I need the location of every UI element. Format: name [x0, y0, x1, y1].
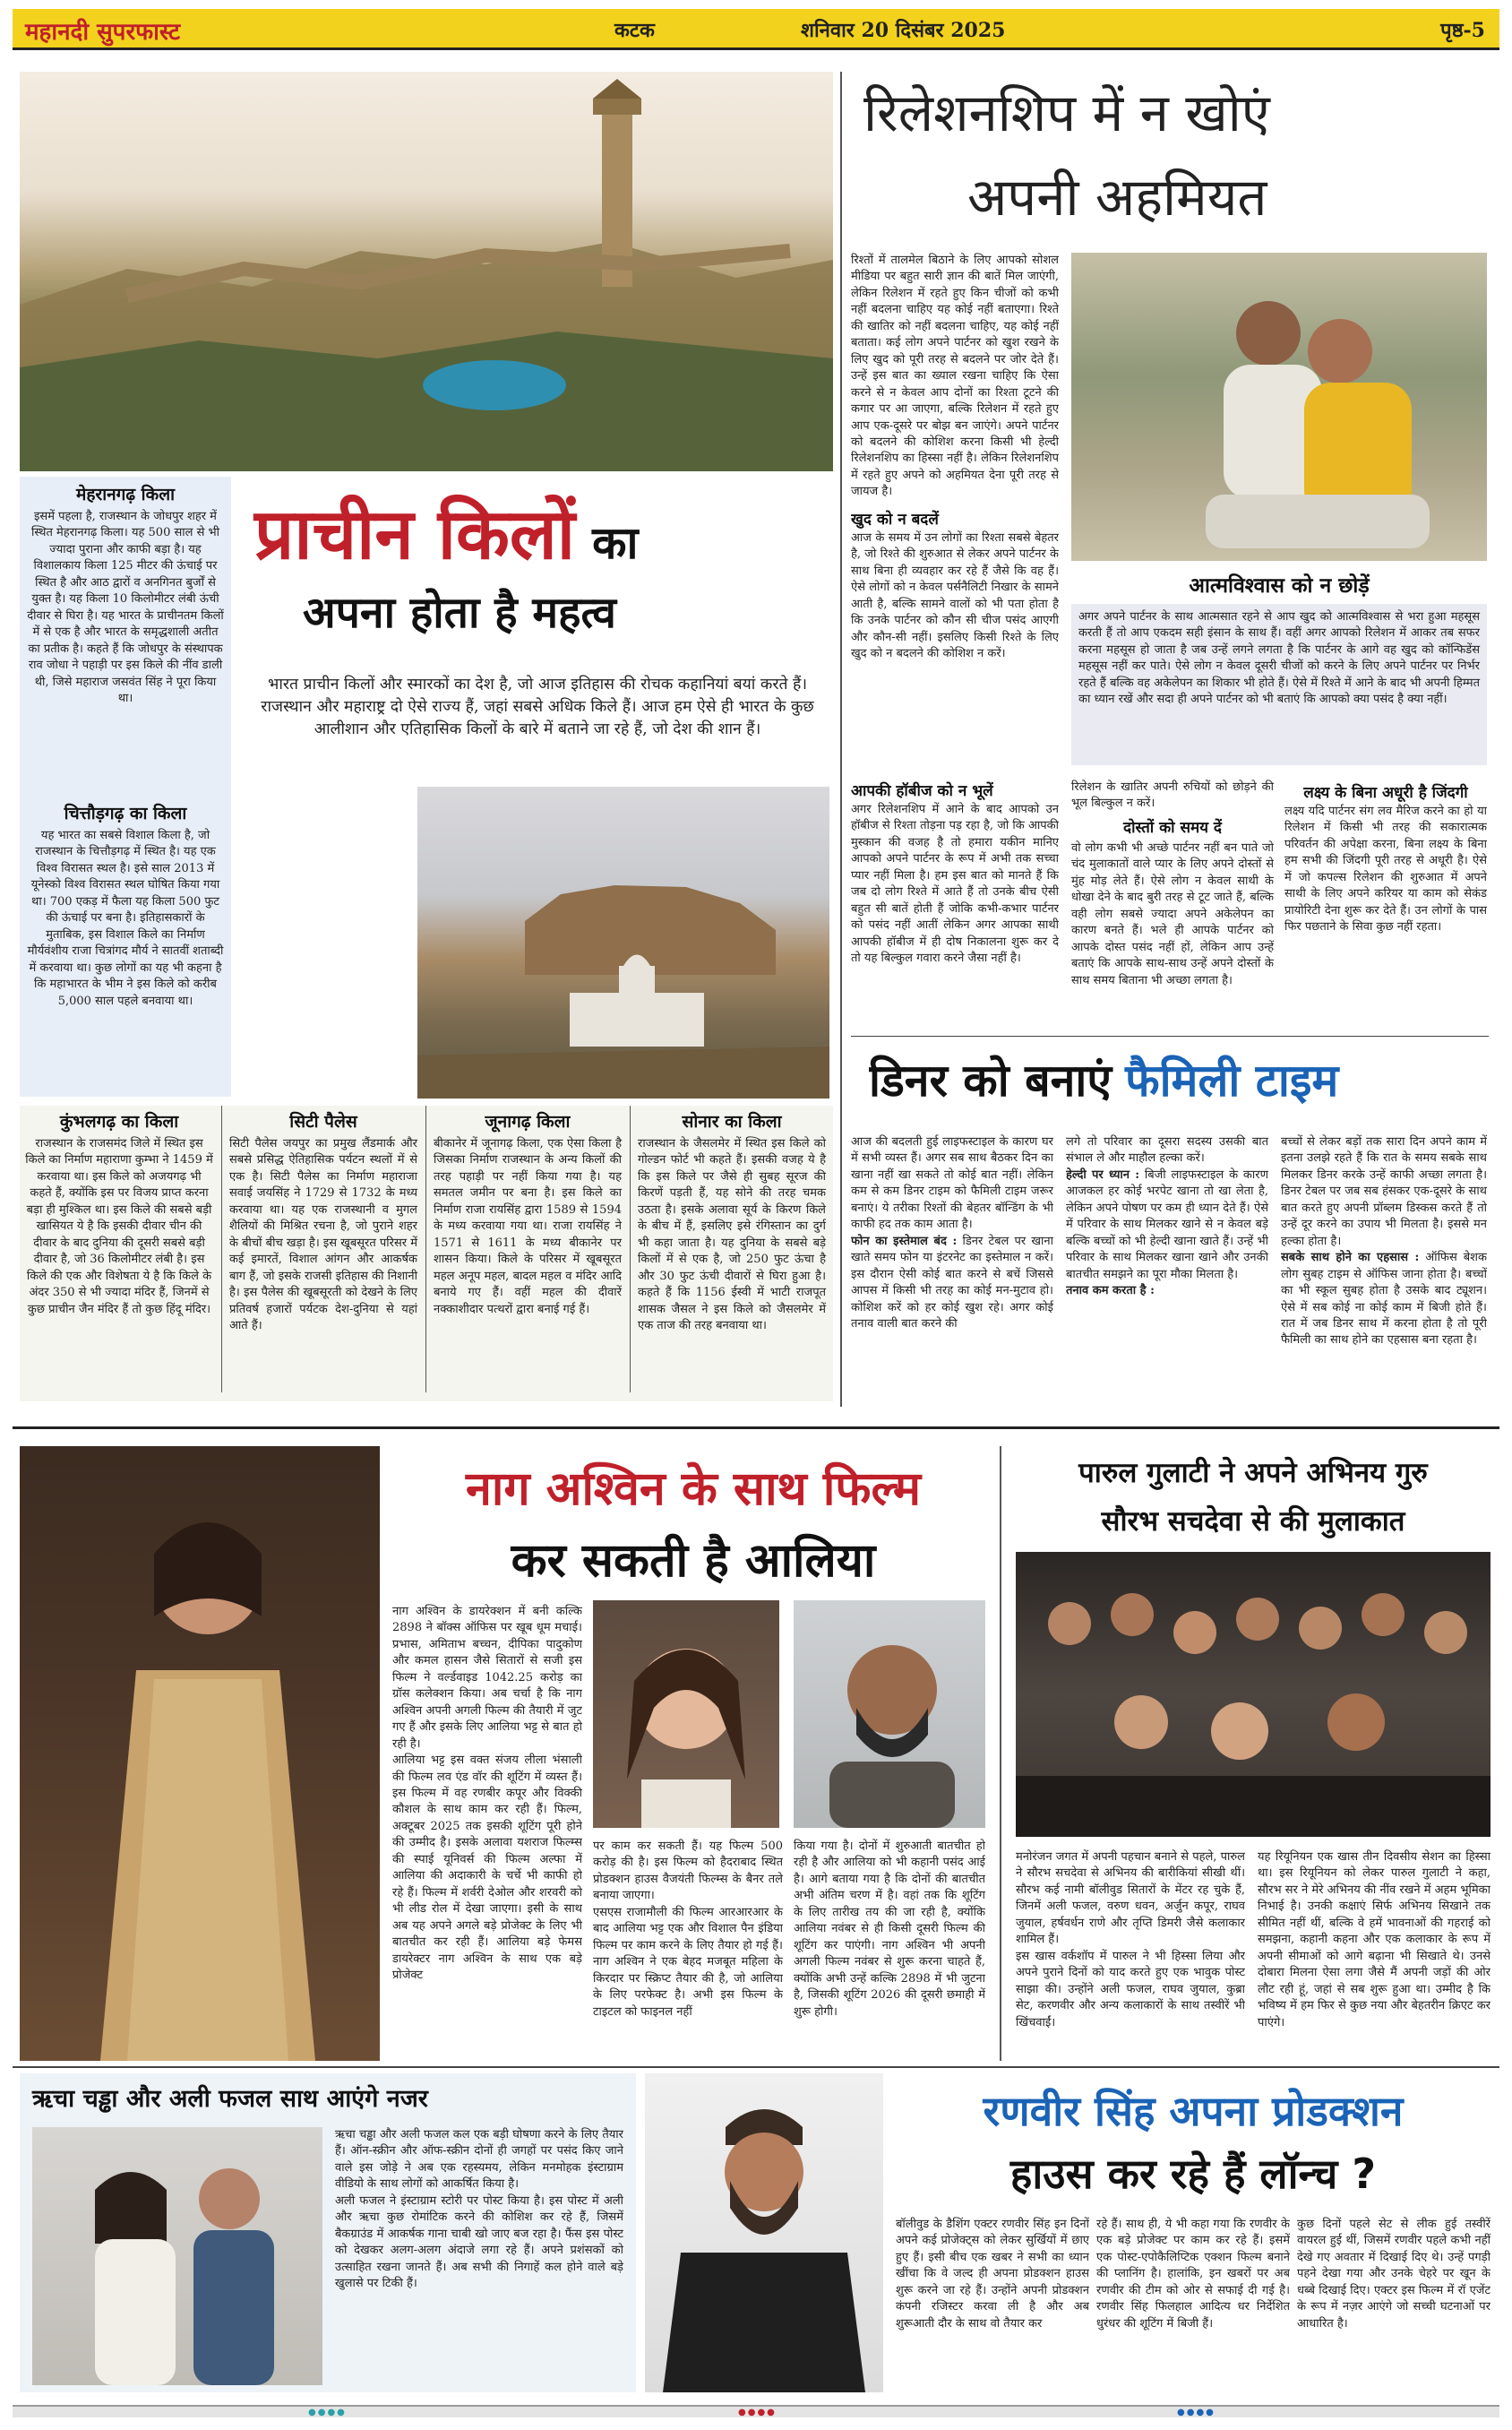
- alia-col2: [593, 1839, 783, 2061]
- relationship-para4: वो लोग कभी भी अच्छे पार्टनर नहीं बन पाते जो चंद मुलाकातों वाले प्यार के लिए अपने दोस्तों से मुंह मोड़ लेते हैं। ऐसे लोग न केवल साथी के धोखा देने के बाद बुरी तरह से टूट जाते हैं, बल्कि वही लोग सबसे ज्यादा अपने अकेलेपन का कारण बनते हैं। भले ही आपके पार्टनर को आपके दोस्त पसंद नहीं हों, लेकिन आप उन्हें बताएं कि आपके साथ-साथ उन्हें अपने दोस्तों के साथ समय बिताना भी अच्छा लगता है।: [1071, 840, 1274, 987]
- relationship-dost-col: [1071, 780, 1274, 1030]
- page-footer-bar: [13, 2405, 1499, 2417]
- dinner-col2: [1066, 1134, 1268, 1403]
- forts-intro: भारत प्राचीन किलों और स्मारकों का देश है, जो आज इतिहास की रोचक कहानियां बयां करते हैं। राजस्थान और महाराष्ट्र दो ऐसे राज्य हैं, जहां सबसे अधिक किले हैं। आज हम ऐसे ही भारत के कुछ आलीशान और एतिहासिक किलों के बारे में बताने जा रहे हैं, जो देश की शान हैं।: [261, 676, 814, 739]
- forts-title-line1: प्राचीन किलों का: [254, 495, 639, 575]
- relationship-para1: रिश्तों में तालमेल बिठाने के लिए आपको सोशल मीडिया पर बहुत सारी ज्ञान की बातें मिल जाएंगी, लेकिन रिलेशन में रहते हुए किन चीजों को कभी नहीं बदलना चाहिए यह कोई नहीं बताएगा। रिश्ते की खातिर को नहीं बदलना चाहिए, यह कोई नहीं बताता। कई लोग अपने पार्टनर को खुश रखने के लिए खुद को पूरी तरह से बदलने पर जोर देते हैं। उन्हें इस बात का ख्याल रखना चाहिए कि ऐसा करने से न केवल आप दोनों का रिश्ता टूटने की कगार पर आ जाएगा, बल्कि रिलेशन में रहते हुए आप एक-दूसरे पर बोझ बन जाएंगे। अपने पार्टनर को बदलने की कोशिश करना किसी भी हेल्दी रिलेशनशिप का हिस्सा नहीं है। लेकिन रिलेशनशिप में रहते हुए अपने को अहमियत देना पूरी तरह से जायज है।: [851, 254, 1059, 499]
- alia-title-line2: कर सकती है आलिया: [511, 1534, 876, 1588]
- col-divider: [425, 1106, 426, 1392]
- nag-ashwin-illustration: [794, 1600, 985, 1828]
- nag-ashwin-photo: [794, 1600, 985, 1828]
- col-divider: [221, 1106, 222, 1392]
- aatmvishwas-box: [1071, 604, 1487, 765]
- ranveer-photo: [645, 2073, 883, 2392]
- citypalace-text: सिटी पैलेस जयपुर का प्रमुख लैंडमार्क और सबसे प्रसिद्ध ऐतिहासिक पर्यटन स्थलों में से एक है। सिटी पैलेस का निर्माण महाराजा सवाई जयसिंह ने 1729 से 1732 के मध्य करवाया था। यह एक राजस्थानी व मुगल शैलियों की मिश्रित रचना है, जो पुराने शहर के बीचों बीच खड़ा है। इस खूबसूरत परिसर में कई इमारतें, विशाल आंगन और आकर्षक बाग हैं, जो इसके राजसी इतिहास की निशानी है। इस पैलेस की खूबसूरती को देखने के लिए प्रतिवर्ष हजारों पर्यटक देश-दुनिया से यहां आते हैं।: [229, 1137, 417, 1332]
- relationship-hobby-col: [851, 780, 1059, 1030]
- page-number: पृष्ठ-5: [1440, 19, 1485, 42]
- richa-ali-photo: [32, 2127, 322, 2385]
- couple-photo: [1071, 253, 1487, 561]
- dinner-para2b: हेल्दी पर ध्यान : बिजी लाइफस्टाइल के कारण आजकल हर कोई भरपेट खाना तो खा लेता है, लेकिन अपने पोषण पर कम ही ध्यान देते हैं। ऐसे में परिवार के साथ मिलकर खाने से न केवल बड़े बल्कि बच्चों को भी हेल्दी खाना खाते हैं। उन्हें भी परिवार के साथ मिलकर खाना खाने और उनकी बातचीत समझने का पूरा मौका मिलता है।: [1066, 1168, 1268, 1281]
- relationship-col1: [851, 253, 1059, 780]
- relationship-title-line2: अपनी अहमियत: [967, 167, 1267, 228]
- chittorgarh-text: यह भारत का सबसे विशाल किला है, जो राजस्थान के चित्तौड़गढ़ में स्थित है। यह एक विश्व विरासत स्थल है। इसे साल 2013 में यूनेस्को विश्व विरासत स्थल घोषित किया गया था। 700 एकड़ में फैला यह किला 500 फुट की ऊंचाई पर बना है। इतिहासकारों के मुताबिक, इस विशाल किले का निर्माण मौर्यवंशीय राजा चित्रांगद मौर्य ने सातवीं शताब्दी में करवाया था। कुछ लोगों का यह भी कहना है कि महाभारत के भीम ने इस किले को करीब 5,000 साल पहले बनवाया था।: [27, 829, 224, 1008]
- parul-col2: [1258, 1849, 1491, 2061]
- citypalace-col: [224, 1106, 423, 1401]
- relationship-lakshya-text: लक्ष्य यदि पार्टनर संग लव मैरिज करने का हो या रिलेशन में किसी भी तरह की सकारात्मक परिवर्तन की अपेक्षा करना, बिना लक्ष्य के बिना हम सभी की जिंदगी पूरी तरह से अधूरी है। ऐसे में जो कपल्स रिलेशन की शुरुआत में अपने साथी के लिए अपने करियर या काम को सेकंड प्रायोरिटी देना शुरू कर देते हैं। उन लोगों के पास फिर पछताने के सिवा कुछ नहीं रहता।: [1284, 805, 1487, 935]
- alia-para3: पर काम कर सकती हैं। यह फिल्म 500 करोड़ की है। इस फिल्म को हैदराबाद स्थित प्रोडक्शन हाउस वैजयंती फिल्म्स के बैनर तले बनाया जाएगा।: [593, 1840, 783, 1903]
- relationship-para3b: रिलेशन के खातिर अपनी रुचियों को छोड़ने की भूल बिल्कुल न करें।: [1071, 780, 1274, 811]
- ranveer-col3: [1297, 2217, 1491, 2392]
- parul-para2: इस खास वर्कशॉप में पारुल ने भी हिस्सा लिया और अपने पुराने दिनों को याद करते हुए एक भावुक पोस्ट साझा की। उन्होंने अली फजल, राघव जुयाल, कुब्रा सेट, करणवीर और अन्य कलाकारों के साथ तस्वीरें भी खिंचवाईं।: [1016, 1949, 1245, 2029]
- brand-name: महानदी सुपरफास्ट: [25, 19, 181, 46]
- palace-illustration: [417, 787, 829, 1099]
- chittorgarh-heading: चित्तौड़गढ़ का किला: [64, 804, 187, 823]
- parul-para3: यह रियूनियन एक खास तीन दिवसीय सेशन का हिस्सा था। इस रियूनियन को लेकर पारुल गुलाटी ने कहा, सौरभ सर ने मेरे अभिनय की नींव रखने में अहम भूमिका निभाई है। उनकी कक्षाएं सिर्फ अभिनय सिखाने तक सीमित नहीं थीं, बल्कि वे हमें भावनाओं की गहराई को समझना, कहानी कहना और एक कलाकार के रूप में अपनी सीमाओं को आगे बढ़ाना भी सिखाते थे। उनसे दोबारा मिलना ऐसा लगा जैसे मैं अपनी जड़ों की ओर लौट रही हूं, जहां से सब शुरू हुआ था। उम्मीद है कि भविष्य में हम फिर से कुछ नया और बेहतरीन क्रिएट कर पाएंगे।: [1258, 1850, 1491, 2029]
- footer-dots: ●●●●: [1177, 2408, 1216, 2417]
- ranveer-para2: रहे हैं। साथ ही, ये भी कहा गया कि रणवीर के एक बड़े प्रोजेक्ट पर काम कर रहे हैं। इसमें एक पोस्ट-एपोकैलिप्टिक एक्शन फिल्म बनाने की प्लानिंग है। हालांकि, इन खबरों पर अब रणवीर की टीम को ओर से सफाई दी गई है। रणवीर सिंह फिलहाल आदित्य धर निर्देशित धुरंधर की शूटिंग में बिजी हैं।: [1096, 2218, 1290, 2331]
- forts-title-line2: अपना होता है महत्व: [303, 588, 616, 638]
- section-divider-vertical: [840, 72, 842, 1407]
- page-divider: [13, 1426, 1499, 1429]
- city: कटक: [614, 19, 655, 42]
- heading-aatmvishwas: आत्मविश्वास को न छोड़ें: [1189, 574, 1370, 598]
- heading-khud-ko-na-badlen: खुद को न बदलें: [851, 510, 939, 529]
- parul-title-line2: सौरभ सचदेवा से की मुलाकात: [1101, 1505, 1405, 1538]
- date: शनिवार 20 दिसंबर 2025: [801, 19, 1006, 42]
- relationship-title-line1: रिलेशनशिप में न खोएं: [863, 82, 1270, 143]
- kumbhalgarh-text: राजस्थान के राजसमंद जिले में स्थित इस किले का निर्माण महाराणा कुम्भा ने 1459 में करवाया था। इस किले को अजयगढ़ भी कहते हैं, क्योंकि इस पर विजय प्राप्त करना बड़ा ही मुश्किल था। इस किले की सबसे बड़ी खासियत ये है कि इसकी दीवार चीन की दीवार के बाद दुनिया की दूसरी सबसे बड़ी दीवार है, जो 36 किलोमीटर लंबी है। इस किले की एक और विशेषता ये है कि किले के अंदर 350 से भी ज्यादा मंदिर हैं, जिनमें से कुछ प्राचीन जैन मंदिर हैं तो कुछ हिंदू मंदिर।: [25, 1137, 213, 1316]
- group-illustration: [1016, 1552, 1491, 1837]
- aatmvishwas-text: अगर अपने पार्टनर के साथ आत्मसात रहने से आप खुद को आत्मविश्वास से भरा हुआ महसूस करती हैं तो आप एकदम सही इंसान के साथ हैं। वहीं अगर आपको रिलेशन में आकर तब सफर करना महसूस हो जाता है जब उन्हें लगने लगता है कि पार्टनर के आगे वह खुद को कॉन्फिडेंस महसूस नहीं कर पाते। ऐसे लोग न केवल दूसरी चीजों को करने के लिए अपने पार्टनर पर निर्भर रहते हैं बल्कि वह अकेलेपन का शिकार भी होते हैं। ऐसे में रिश्ते में आने के बाद भी अपनी हिम्मत का ध्यान रखें और सदा ही अपने पार्टनर को भी बताएं कि आपको क्या पसंद है क्या नहीं।: [1078, 610, 1480, 707]
- dinner-para1b: फोन का इस्तेमाल बंद : डिनर टेबल पर खाना खाते समय फोन या इंटरनेट का इस्तेमाल न करें। इस दौरान ऐसी कोई बात करने से बचें जिससे आपस में किसी भी तरह का कोई मन-मुटाव हो। कोशिश करें को हर कोई खुश रहे। अगर कोई तनाव वाली बात करने की: [851, 1234, 1053, 1331]
- junagarh-col: [428, 1106, 627, 1401]
- richa-box: [20, 2073, 636, 2392]
- richa-title: ऋचा चड्ढा और अली फजल साथ आएंगे नजर: [32, 2085, 428, 2113]
- dinner-para1: आज की बदलती हुई लाइफस्टाइल के कारण घर में सभी व्यस्त हैं। अगर सब साथ बैठकर दिन का खाना नहीं खा सकते तो कोई बात नहीं। लेकिन कम से कम डिनर टाइम को फैमिली टाइम जरूर बनाएं। ये तरीका रिश्तों की बेहतर बॉन्डिंग के भी काफी हद तक काम आता है।: [851, 1135, 1053, 1232]
- alia-portrait-photo: [593, 1600, 779, 1828]
- dinner-para3: बच्चों से लेकर बड़ों तक सारा दिन अपने काम में इतना उलझे रहते हैं कि रात के समय सबके साथ मिलकर डिनर करके उन्हें काफी अच्छा लगता है। डिनर टेबल पर जब सब हंसकर एक-दूसरे के साथ बात करते हुए अपनी प्रॉब्लम डिस्कस करते हैं तो उन्हें दूर करने का उपाय भी मिलता है। इससे मन हल्का होता है।: [1281, 1135, 1487, 1248]
- couple-illustration: [1071, 253, 1487, 561]
- forts-title-block: [242, 484, 833, 672]
- sonar-col: [632, 1106, 831, 1401]
- alia-para4: एसएस राजामौली की फिल्म आरआरआर के बाद आलिया भट्ट एक और विशाल पैन इंडिया फिल्म पर काम करने के लिए तैयार हो गई हैं। नाग अश्विन ने एक बेहद मजबूत महिला के किरदार पर स्क्रिप्ट तैयार की है, जो आलिया के लिए परफेक्ट है। अभी इस फिल्म के टाइटल को फाइनल नहीं: [593, 1905, 783, 2019]
- dinner-title: डिनर को बनाएं फैमिली टाइम: [869, 1055, 1339, 1107]
- alia-title-line1: नाग अश्विन के साथ फिल्म: [466, 1462, 921, 1516]
- chittorgarh-fort-photo: [20, 72, 833, 471]
- alia-col1: [392, 1604, 582, 2061]
- ranveer-para3: कुछ दिनों पहले सेट से लीक हुई तस्वीरें वायरल हुई थीं, जिसमें रणवीर पहले कभी नहीं देखे गए अवतार में दिखाई दिए थे। उन्हें पगड़ी पहने देखा गया और उनके चेहरे पर खून के धब्बे दिखाई दिए। एक्टर इस फिल्म में रॉ एजेंट के रूप में नज़र आएंगे जो सच्ची घटनाओं पर आधारित है।: [1297, 2218, 1491, 2331]
- citypalace-heading: सिटी पैलेस: [289, 1112, 357, 1132]
- alia-portrait-illustration: [593, 1600, 779, 1828]
- dinner-para2: लगे तो परिवार का दूसरा सदस्य उसकी बात संभाल ले और माहौल हल्का करें।: [1066, 1135, 1268, 1166]
- section-divider: [13, 2066, 1499, 2068]
- alia-para2: आलिया भट्ट इस वक्त संजय लीला भंसाली की फिल्म लव एंड वॉर की शूटिंग में व्यस्त हैं। इस फिल्म में वह रणबीर कपूर और विक्की कौशल के साथ काम कर रही हैं। फिल्म, अक्टूबर 2025 तक इसकी शूटिंग पूरी होने की उम्मीद है। इसके अलावा यशराज फिल्म्स की स्पाई यूनिवर्स की फिल्म अल्फा में आलिया की अदाकारी के चर्चे भी काफी हो रहे हैं। फिल्म में शर्वरी देओल और शरवरी को भी लीड रोल में देखा जाएगा। इसी के साथ अब यह अपने अगले बड़े प्रोजेक्ट के लिए भी बातचीत कर रही हैं। आलिया बड़े फेमस डायरेक्टर नाग अश्विन के साथ एक बड़े प्रोजेक्ट: [392, 1754, 582, 1982]
- dinner-para2c: तनाव कम करता है :: [1066, 1284, 1155, 1298]
- parul-para1: मनोरंजन जगत में अपनी पहचान बनाने से पहले, पारुल ने सौरभ सचदेवा से अभिनय की बारीकियां सीखी थीं। सौरभ कई नामी बॉलीवुड सितारों के मेंटर रह चुके हैं, जिनमें अली फजल, वरुण धवन, अर्जुन कपूर, राघव जुयाल, हर्षवर्धन राणे और तृप्ति डिमरी जैसे कलाकार शामिल हैं।: [1016, 1850, 1245, 1947]
- footer-dots: ●●●●: [308, 2408, 347, 2417]
- richa-para1: ऋचा चड्ढा और अली फजल कल एक बड़ी घोषणा करने के लिए तैयार हैं। ऑन-स्क्रीन और ऑफ-स्क्रीन दोनों ही जगहों पर पसंद किए जाने वाले इस जोड़े ने अब एक रहस्यमय, लेकिन मनमोहक इंस्टाग्राम वीडियो के साथ लोगों को आकर्षित किया है।: [335, 2128, 623, 2192]
- dinner-col3: [1281, 1134, 1487, 1403]
- heading-dost: दोस्तों को समय दें: [1123, 818, 1222, 837]
- parul-group-photo: [1016, 1552, 1491, 1837]
- sonar-text: राजस्थान के जैसलमेर में स्थित इस किले को गोल्डन फोर्ट भी कहते हैं। इसकी वजह ये है कि इस किले पर जैसे ही सुबह सूरज की किरणें पड़ती हैं, यह सोने की तरह चमक उठता है। इसके अलावा सूर्य के किरण किले के बीच में हैं, इसलिए इसे रंगिस्तान का दुर्ग भी कहा जाता है। यह दुनिया के सबसे बड़े किलों में से एक है, जो 250 फुट ऊंचा है और 30 फुट ऊंची दीवारों से घिरा हुआ है। कहते हैं कि 1156 ईस्वी में भाटी राजपूत शासक जैसल ने इस किले को जैसलमेर में एक ताज की तरह बनवाया था।: [638, 1137, 826, 1332]
- mehrangarh-text: इसमें पहला है, राजस्थान के जोधपुर शहर में स्थित मेहरानगढ़ किला। यह 500 साल से भी ज्यादा पुराना और काफी बड़ा है। यह विशालकाय किला 125 मीटर की ऊंचाई पर स्थित है और आठ द्वारों व अनगिनत बुर्जों से युक्त है। यह किला 10 किलोमीटर लंबी ऊंची दीवार से घिरा है। यह भारत के प्राचीनतम किलों में से एक है और भारत के समृद्धशाली अतीत का प्रतीक है। कहते हैं कि जोधपुर के संस्थापक राव जोधा ने पहाड़ी पर इस किले की नींव डाली थी, जिसे महाराज जसवंत सिंह ने पूरा किया था।: [27, 510, 224, 705]
- ranveer-col1: [896, 2217, 1089, 2392]
- richa-text: [335, 2127, 623, 2387]
- mehrangarh-heading: मेहरानगढ़ किला: [75, 485, 175, 504]
- relationship-para2: आज के समय में उन लोगों का रिश्ता सबसे बेहतर है, जो रिश्ते की शुरुआत से लेकर अपने पार्टनर के साथ बिना ही व्यवहार कर रहे हैं जैसे कि वह हैं। ऐसे लोगों को न केवल पर्सनैलिटी निखार के सामने आती है, बल्कि सामने वालों को भी पता होता है कि उनके पार्टनर को कौन सी चीज पसंद आएगी और कौन-सी नहीं। इसलिए किसी रिश्ते के लिए खुद को न बदलने की कोशिश न करें।: [851, 530, 1059, 660]
- section-divider: [851, 1036, 1489, 1037]
- forts-left-sidebar: [20, 477, 231, 1097]
- alia-para1: नाग अश्विन के डायरेक्शन में बनी कल्कि 2898 ने बॉक्स ऑफिस पर खूब धूम मचाई। प्रभास, अमिताभ बच्चन, दीपिका पादुकोण और कमल हासन जैसे सितारों से सजी इस फिल्म ने वर्ल्डवाइड 1042.25 करोड़ का ग्रॉस कलेक्शन किया। अब चर्चा है कि नाग अश्विन अपनी अगली फिल्म की तैयारी में जुट गए हैं और इसके लिए आलिया भट्ट से बात हो रही है।: [392, 1605, 582, 1751]
- section-divider-vertical: [1000, 1446, 1001, 2061]
- couple-illustration-2: [32, 2127, 322, 2385]
- forts-bottom-strip: [20, 1106, 833, 1401]
- alia-col3: [794, 1839, 985, 2061]
- ranveer-col2: [1096, 2217, 1290, 2392]
- heading-hobby: आपकी हॉबीज को न भूलें: [851, 782, 993, 800]
- heading-lakshya: लक्ष्य के बिना अधूरी है जिंदगी: [1303, 784, 1468, 802]
- kumbhalgarh-heading: कुंभलगढ़ का किला: [59, 1112, 179, 1132]
- alia-gown-photo: [20, 1446, 380, 2061]
- footer-dots: ●●●●: [738, 2408, 777, 2417]
- alia-para5: किया गया है। दोनों में शुरुआती बातचीत हो रही है और आलिया को भी कहानी पसंद आई है। आगे बताया गया है कि दोनों की बातचीत अभी अंतिम चरण में है। वहां तक कि शूटिंग के लिए तारीख तय की जा रही है, क्योंकि आलिया नवंबर से ही किसी दूसरी फिल्म की शूटिंग कर पाएंगी। नाग अश्विन भी अपनी अगली फिल्म नवंबर से शुरू करना चाहते हैं, क्योंकि अभी उन्हें कल्कि 2898 में भी जुटना है, जिसकी शूटिंग 2026 की दूसरी छमाही में शुरू होगी।: [794, 1840, 985, 2019]
- fort-illustration: [20, 72, 833, 471]
- ranveer-title-line2: हाउस कर रहे हैं लॉन्च ?: [1009, 2150, 1377, 2198]
- junagarh-heading: जूनागढ़ किला: [485, 1112, 571, 1132]
- ranveer-para1: बॉलीवुड के डैशिंग एक्टर रणवीर सिंह इन दिनों अपने कई प्रोजेक्ट्स को लेकर सुर्खियों में छाए हुए हैं। इसी बीच एक खबर ने सभी का ध्यान खींचा कि वे जल्द ही अपना प्रोडक्शन हाउस शुरू करने जा रहे हैं। उन्होंने अपनी प्रोडक्शन कंपनी रजिस्टर करवा ली है और अब शुरूआती दौर के साथ वो तैयार कर: [896, 2218, 1089, 2331]
- ranveer-title-line1: रणवीर सिंह अपना प्रोडक्शन: [983, 2087, 1404, 2135]
- parul-col1: [1016, 1849, 1245, 2061]
- richa-para2: अली फजल ने इंस्टाग्राम स्टोरी पर पोस्ट किया है। इस पोस्ट में अली और ऋचा कुछ रोमांटिक करने की कोशिश कर रहे हैं, जिसमें बैकग्राउंड में आकर्षक गाना चाबी खो जाए बज रहा है। फैंस इस पोस्ट को देखकर अलग-अलग अंदाजे लगा रहे हैं। अपने प्रशंसकों को उत्साहित रखना जानते हैं। अब सभी की निगाहें कल होने वाले बड़े खुलासे पर टिकी हैं।: [335, 2193, 623, 2291]
- parul-title-line1: पारुल गुलाटी ने अपने अभिनय गुरु: [1078, 1457, 1428, 1489]
- junagarh-text: बीकानेर में जूनागढ़ किला, एक ऐसा किला है जिसका निर्माण राजस्थान के अन्य किलों की तरह पहाड़ी पर नहीं किया गया है। यह समतल जमीन पर बना है। इस किले का निर्माण राजा रायसिंह द्वारा 1589 से 1594 के मध्य करवाया गया था। राजा रायसिंह ने 1571 से 1611 के मध्य बीकानेर पर शासन किया। किले के परिसर में खूबसूरत महल अनूप महल, बादल महल व मंदिर आदि बनाये गए हैं। वहीं महल की दीवारें नक्काशीदार पत्थरों द्वारा बनाई गई हैं।: [434, 1137, 622, 1316]
- sonar-heading: सोनार का किला: [682, 1112, 782, 1132]
- dinner-para4: सबके साथ होने का एहसास : ऑफिस बेशक लोग सुबह टाइम से ऑफिस जाना होता है। बच्चों का भी स्कूल सुबह होता है उसके बाद ट्यूशन। ऐसे में सब कोई ना कोई काम में बिजी होते हैं। रात में जब डिनर साथ में करना होता है तो पूरी फैमिली का साथ होने का एहसास बना रहता है।: [1281, 1251, 1487, 1348]
- mehrangarh-fort-photo: [417, 787, 829, 1099]
- alia-illustration: [20, 1446, 380, 2061]
- kumbhalgarh-col: [20, 1106, 219, 1401]
- col-divider: [630, 1106, 631, 1392]
- ranveer-illustration: [645, 2073, 883, 2392]
- dinner-col1: [851, 1134, 1053, 1403]
- relationship-lakshya-col: [1284, 780, 1487, 1030]
- relationship-para3: अगर रिलेशनशिप में आने के बाद आपको उन हॉबीज से रिश्ता तोड़ना पड़ रहा है, जो कि आपकी मुस्कान की वजह है तो हमारा यकीन मानिए आपको अपने पार्टनर के रूप में अभी तक सच्चा प्यार नहीं मिला है। हम इस बात को मानते हैं कि जब दो लोग रिश्ते में आते हैं तो उनके बीच ऐसी बहुत सी बातें होती हैं जोकि कभी-कभार पार्टनर को पसंद नहीं आतीं लेकिन अगर आपका साथी आपकी हॉबीज में ही दोष निकालना शुरू कर दे तो यह बिल्कुल गवारा करने जैसा नहीं है।: [851, 803, 1059, 966]
- page-header: [13, 9, 1499, 50]
